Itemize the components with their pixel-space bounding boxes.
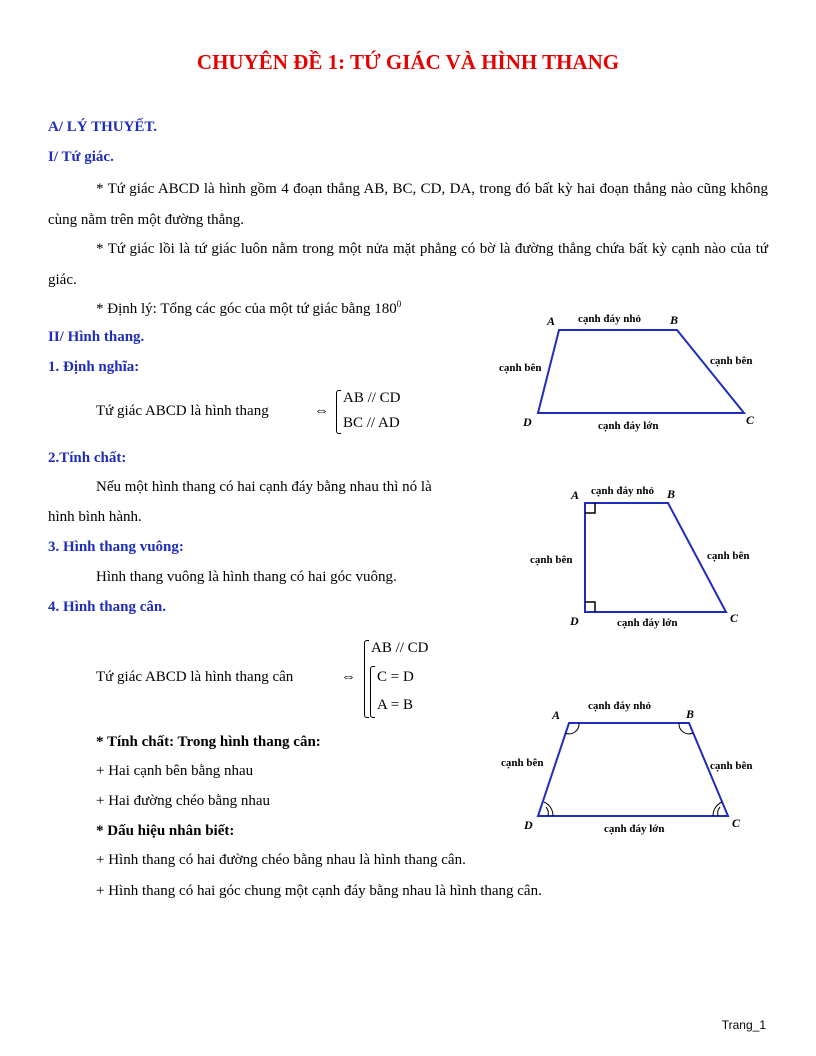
signs-heading: * Dấu hiệu nhân biết: bbox=[96, 823, 235, 839]
isosceles-trapezoid-figure bbox=[495, 695, 780, 845]
small-base-label: cạnh đáy nhỏ bbox=[578, 313, 641, 325]
small-base-label: cạnh đáy nhỏ bbox=[588, 700, 651, 712]
definition-heading: 1. Định nghĩa: bbox=[48, 359, 140, 375]
angle-mark-c-inner bbox=[718, 807, 720, 816]
vertex-c-label: C bbox=[746, 413, 755, 427]
vertex-b-label: B bbox=[667, 487, 676, 501]
vertex-d-label: D bbox=[524, 818, 533, 832]
definition-brace bbox=[336, 390, 341, 434]
definition-condition-1: AB // CD bbox=[343, 390, 401, 406]
large-base-label: cạnh đáy lớn bbox=[604, 823, 665, 835]
vertex-a-label: A bbox=[571, 488, 580, 502]
isosceles-trapezoid-heading: 4. Hình thang cân. bbox=[48, 599, 166, 615]
isosceles-equivalence-arrow: ⇔ bbox=[341, 669, 356, 685]
definition-condition-2: BC // AD bbox=[343, 415, 400, 431]
left-leg-label: cạnh bên bbox=[501, 757, 544, 769]
trapezoid-figure bbox=[490, 305, 780, 440]
vertex-b-label: B bbox=[670, 313, 679, 327]
page-title: CHUYÊN ĐỀ 1: TỨ GIÁC VÀ HÌNH THANG bbox=[196, 50, 620, 74]
trapezoid-heading: II/ Hình thang. bbox=[48, 329, 145, 345]
isosceles-properties-heading: * Tính chất: Trong hình thang cân: bbox=[96, 734, 321, 750]
small-base-label: cạnh đáy nhỏ bbox=[591, 485, 654, 497]
isosceles-trapezoid-shape bbox=[538, 723, 728, 816]
right-angle-mark-d bbox=[585, 602, 595, 612]
vertex-c-label: C bbox=[730, 611, 739, 625]
large-base-label: cạnh đáy lớn bbox=[617, 617, 678, 629]
vertex-d-label: D bbox=[523, 415, 532, 429]
isosceles-inner-brace bbox=[370, 666, 375, 718]
convex-quadrilateral-definition: * Tứ giác lồi là tứ giác luôn nằm trong một nửa mặt phẳng có bờ là đường thẳng chứa bất kỳ cạnh nào của tứ giác. bbox=[48, 241, 768, 288]
right-leg-label: cạnh bên bbox=[710, 355, 753, 367]
isosceles-outer-brace bbox=[364, 640, 369, 718]
isosceles-definition-text: Tứ giác ABCD là hình thang cân bbox=[96, 669, 294, 685]
section-a-heading: A/ LÝ THUYẾT. bbox=[48, 119, 158, 135]
angle-sum-theorem bbox=[96, 299, 401, 318]
degree-superscript: 0 bbox=[396, 299, 402, 309]
sign-2: + Hình thang có hai góc chung một cạnh đáy bằng nhau là hình thang cân. bbox=[96, 883, 542, 899]
equivalence-arrow: ⇔ bbox=[314, 403, 329, 419]
properties-heading: 2.Tính chất: bbox=[48, 450, 127, 466]
angle-sum-text: * Định lý: Tổng các góc của một tứ giác bằng 180 bbox=[96, 301, 397, 317]
isosceles-property-1: + Hai cạnh bên bằng nhau bbox=[96, 763, 254, 779]
definition-text: Tứ giác ABCD là hình thang bbox=[96, 403, 269, 419]
right-leg-label: cạnh bên bbox=[710, 760, 753, 772]
isosceles-condition-3: A = B bbox=[377, 697, 413, 713]
large-base-label: cạnh đáy lớn bbox=[598, 420, 659, 432]
right-leg-label: cạnh bên bbox=[707, 550, 750, 562]
property-text-line-1: Nếu một hình thang có hai cạnh đáy bằng nhau thì nó là bbox=[96, 479, 432, 495]
vertex-a-label: A bbox=[552, 708, 561, 722]
trapezoid-shape bbox=[538, 330, 744, 413]
page-number: Trang_1 bbox=[721, 1018, 766, 1032]
quadrilateral-definition: * Tứ giác ABCD là hình gồm 4 đoạn thẳng AB, BC, CD, DA, trong đó bất kỳ hai đoạn thẳng nào cũng không cùng nằm trên một đường thẳng. bbox=[48, 181, 768, 228]
sign-1: + Hình thang có hai đường chéo bằng nhau là hình thang cân. bbox=[96, 852, 466, 868]
property-text-line-2: hình bình hành. bbox=[48, 509, 142, 525]
left-leg-label: cạnh bên bbox=[530, 554, 573, 566]
isosceles-condition-1: AB // CD bbox=[371, 640, 429, 656]
right-trapezoid-shape bbox=[585, 503, 726, 612]
angle-mark-d-inner bbox=[546, 807, 548, 816]
left-leg-label: cạnh bên bbox=[499, 362, 542, 374]
quadrilateral-heading: I/ Tứ giác. bbox=[48, 149, 114, 165]
vertex-c-label: C bbox=[732, 816, 741, 830]
vertex-d-label: D bbox=[570, 614, 579, 628]
isosceles-condition-2: C = D bbox=[377, 669, 414, 685]
right-trapezoid-definition: Hình thang vuông là hình thang có hai góc vuông. bbox=[96, 569, 397, 585]
right-trapezoid-figure bbox=[525, 478, 795, 633]
right-trapezoid-heading: 3. Hình thang vuông: bbox=[48, 539, 184, 555]
right-angle-mark-a bbox=[585, 503, 595, 513]
vertex-a-label: A bbox=[547, 314, 556, 328]
isosceles-property-2: + Hai đường chéo bằng nhau bbox=[96, 793, 271, 809]
vertex-b-label: B bbox=[686, 707, 695, 721]
